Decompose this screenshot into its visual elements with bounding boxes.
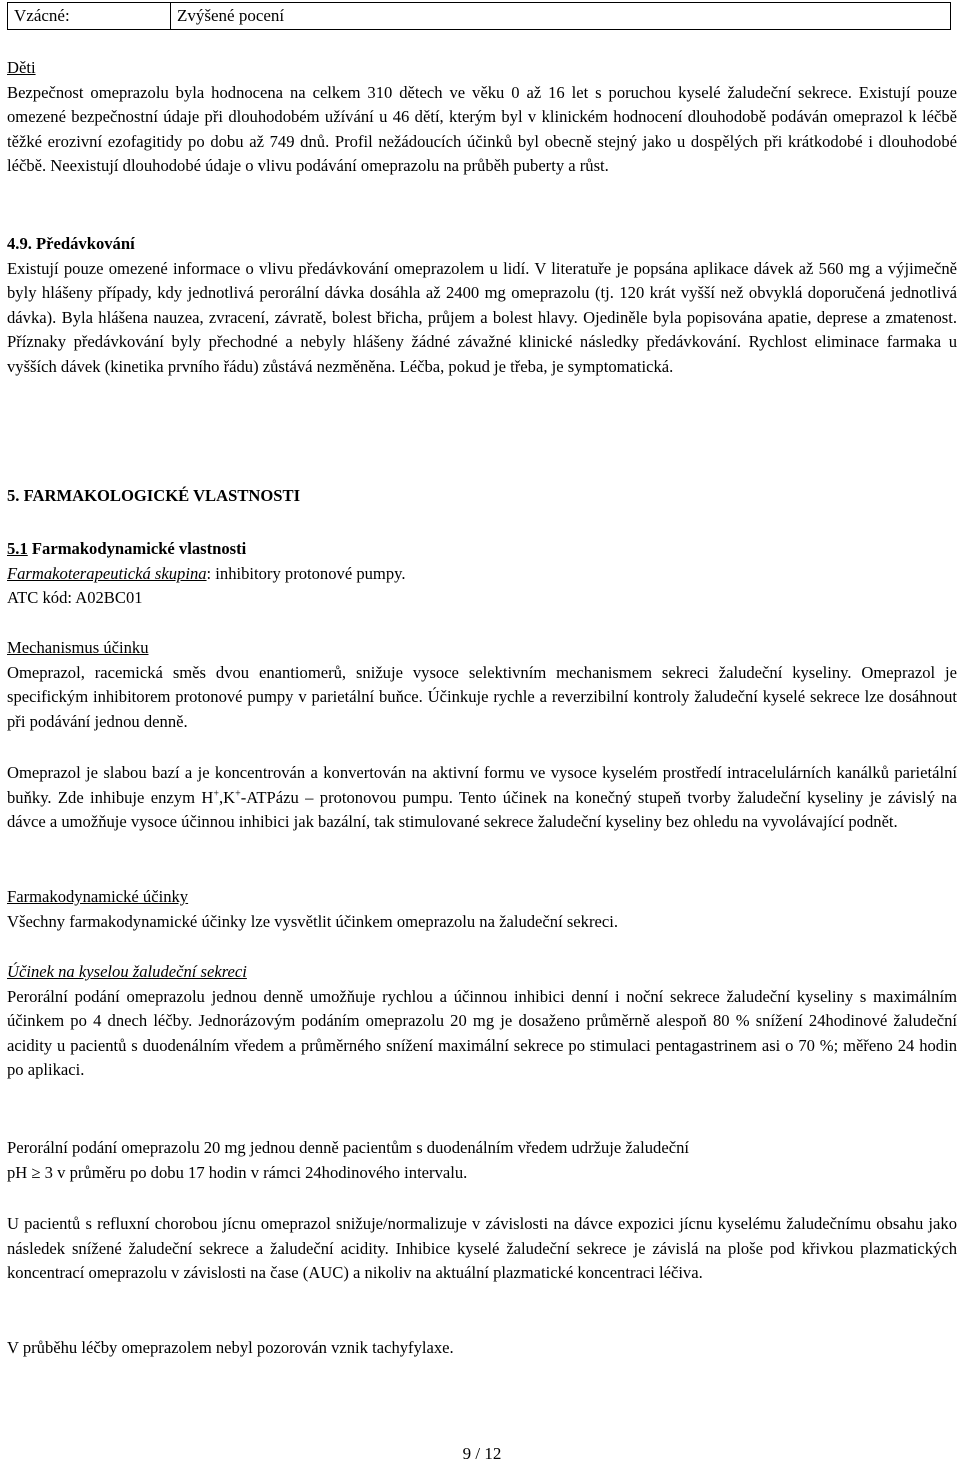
acid-secretion-heading: Účinek na kyselou žaludeční sekreci	[7, 962, 247, 981]
mechanism-heading: Mechanismus účinku	[7, 638, 149, 657]
superscript-plus: +	[235, 787, 241, 799]
acid-secretion-section	[7, 960, 957, 1083]
mechanism-p2-block	[7, 761, 957, 835]
frequency-label: Vzácné:	[8, 3, 171, 30]
acid-secretion-p1: Perorální podání omeprazolu jednou denně umožňuje rychlou a účinnou inhibici denní i noční sekrece žaludeční kyseliny s maximálním účinkem po 4 dnech léčby. Jednorázovým podáním omeprazolu 20 mg je dosaženo průměrně alespoň 80 % snížení 24hodinové žaludeční acidity u pacientů s duodenálním vředem a průměrného snížení maximální sekrece po stimulaci pentagastrinem asi o 70 %; měřeno 24 hodin po aplikaci.	[7, 986, 957, 1079]
acid-secretion-p2-line1: Perorální podání omeprazolu 20 mg jednou denně pacientům s duodenálním vředem udržuje žaludeční	[7, 1138, 689, 1157]
overdose-text: Existují pouze omezené informace o vlivu předávkování omeprazolem u lidí. V literatuře je popsána aplikace dávek až 560 mg a výjimečně byly hlášeny případy, kdy jednotlivá perorální dávka dosáhla až 2400 mg omeprazolu (tj. 120 krát vyšší než obvyklá doporučená jednotlivá dávka). Byla hlášena nauzea, zvracení, závratě, bolest břicha, průjem a bolest hlavy. Ojediněle byla popisována apatie, deprese a zmatenost. Příznaky předávkování byly přechodné a nebyly hlášeny žádné závažné klinické následky předávkování. Rychlost eliminace farmaka u vyšších dávek (kinetika prvního řádu) zůstává nezměněna. Léčba, pokud je třeba, je symptomatická.	[7, 258, 957, 376]
section51-number: 5.1	[7, 539, 28, 558]
mechanism-section	[7, 636, 957, 734]
acid-secretion-p3: U pacientů s refluxní chorobou jícnu omeprazol snižuje/normalizuje v závislosti na dávce expozici jícnu kyselému žaludečnímu obsahu jako následek snížené žaludeční sekrece a žaludeční acidity. Inhibice kyselé žaludeční sekrece je závislá na ploše pod křivkou plazmatických koncentrací omeprazolu v závislosti na čase (AUC) a nikoliv na aktuální plazmatické koncentraci léčiva.	[7, 1214, 957, 1282]
frequency-value: Zvýšené pocení	[171, 3, 951, 30]
mechanism-p2-b: ,K	[218, 787, 236, 807]
children-section	[7, 56, 957, 179]
section51-title: Farmakodynamické vlastnosti	[27, 539, 247, 558]
mechanism-p2	[7, 761, 957, 835]
table-row	[8, 3, 951, 30]
overdose-heading: 4.9. Předávkování	[7, 234, 135, 253]
mechanism-p2-a: Omeprazol je slabou bazí a je koncentrován a konvertován na aktivní formu ve vysoce kyselém prostředí intracelulárních kanálků parietální buňky. Zde inhibuje enzym H	[7, 763, 957, 807]
page-number: 9 / 12	[462, 1444, 502, 1463]
acid-secretion-p2-block	[7, 1136, 957, 1185]
pd-effects-section	[7, 885, 957, 934]
acid-secretion-p4-block	[7, 1336, 957, 1361]
group-value: : inhibitory protonové pumpy.	[206, 563, 406, 583]
children-text: Bezpečnost omeprazolu byla hodnocena na celkem 310 dětech ve věku 0 až 16 let s poruchou kyselé žaludeční sekrece. Existují pouze omezené bezpečnostní údaje při dlouhodobém užívání u 46 dětí, kterým byl v klinickém hodnocení dlouhodobě podáván omeprazol k léčbě těžké erozivní ezofagitidy po dobu až 749 dnů. Profil nežádoucích účinků byl obecně stejný jako u dospělých při krátkodobé i dlouhodobé léčbě. Neexistují dlouhodobé údaje o vlivu podávání omeprazolu na průběh puberty a růst.	[7, 82, 957, 175]
children-heading: Děti	[7, 58, 36, 77]
section51	[7, 537, 957, 611]
section5-heading: 5. FARMAKOLOGICKÉ VLASTNOSTI	[7, 486, 301, 505]
section5	[7, 484, 957, 509]
mechanism-p1: Omeprazol, racemická směs dvou enantiomerů, snižuje vysoce selektivním mechanismem sekreci žaludeční kyseliny. Omeprazol je specifickým inhibitorem protonové pumpy v parietální buňce. Účinkuje rychle a reverzibilní kontroly žaludeční kyselé sekrece lze dosáhnout při podávání jednou denně.	[7, 662, 957, 731]
pd-effects-text: Všechny farmakodynamické účinky lze vysvětlit účinkem omeprazolu na žaludeční sekreci.	[7, 911, 618, 931]
pd-effects-heading: Farmakodynamické účinky	[7, 887, 189, 906]
acid-secretion-p4: V průběhu léčby omeprazolem nebyl pozorován vznik tachyfylaxe.	[7, 1338, 454, 1357]
superscript-plus: +	[213, 787, 219, 799]
group-label: Farmakoterapeutická skupina	[7, 563, 207, 583]
overdose-section	[7, 232, 957, 379]
frequency-table	[7, 2, 951, 30]
pharmacotherapeutic-group	[7, 562, 957, 587]
acid-secretion-p2-line2: pH ≥ 3 v průměru po dobu 17 hodin v rámci 24hodinového intervalu.	[7, 1162, 468, 1182]
section51-heading	[7, 537, 957, 562]
atc-code: ATC kód: A02BC01	[7, 588, 143, 607]
mechanism-p2-c: -ATPázu – protonovou pumpu. Tento účinek na konečný stupeň tvorby žaludeční kyseliny je závislý na dávce a umožňuje vysoce účinnou inhibici jak bazální, tak stimulované sekrece žaludeční kyseliny bez ohledu na vyvolávající podnět.	[7, 787, 958, 831]
acid-secretion-p3-block	[7, 1212, 957, 1286]
